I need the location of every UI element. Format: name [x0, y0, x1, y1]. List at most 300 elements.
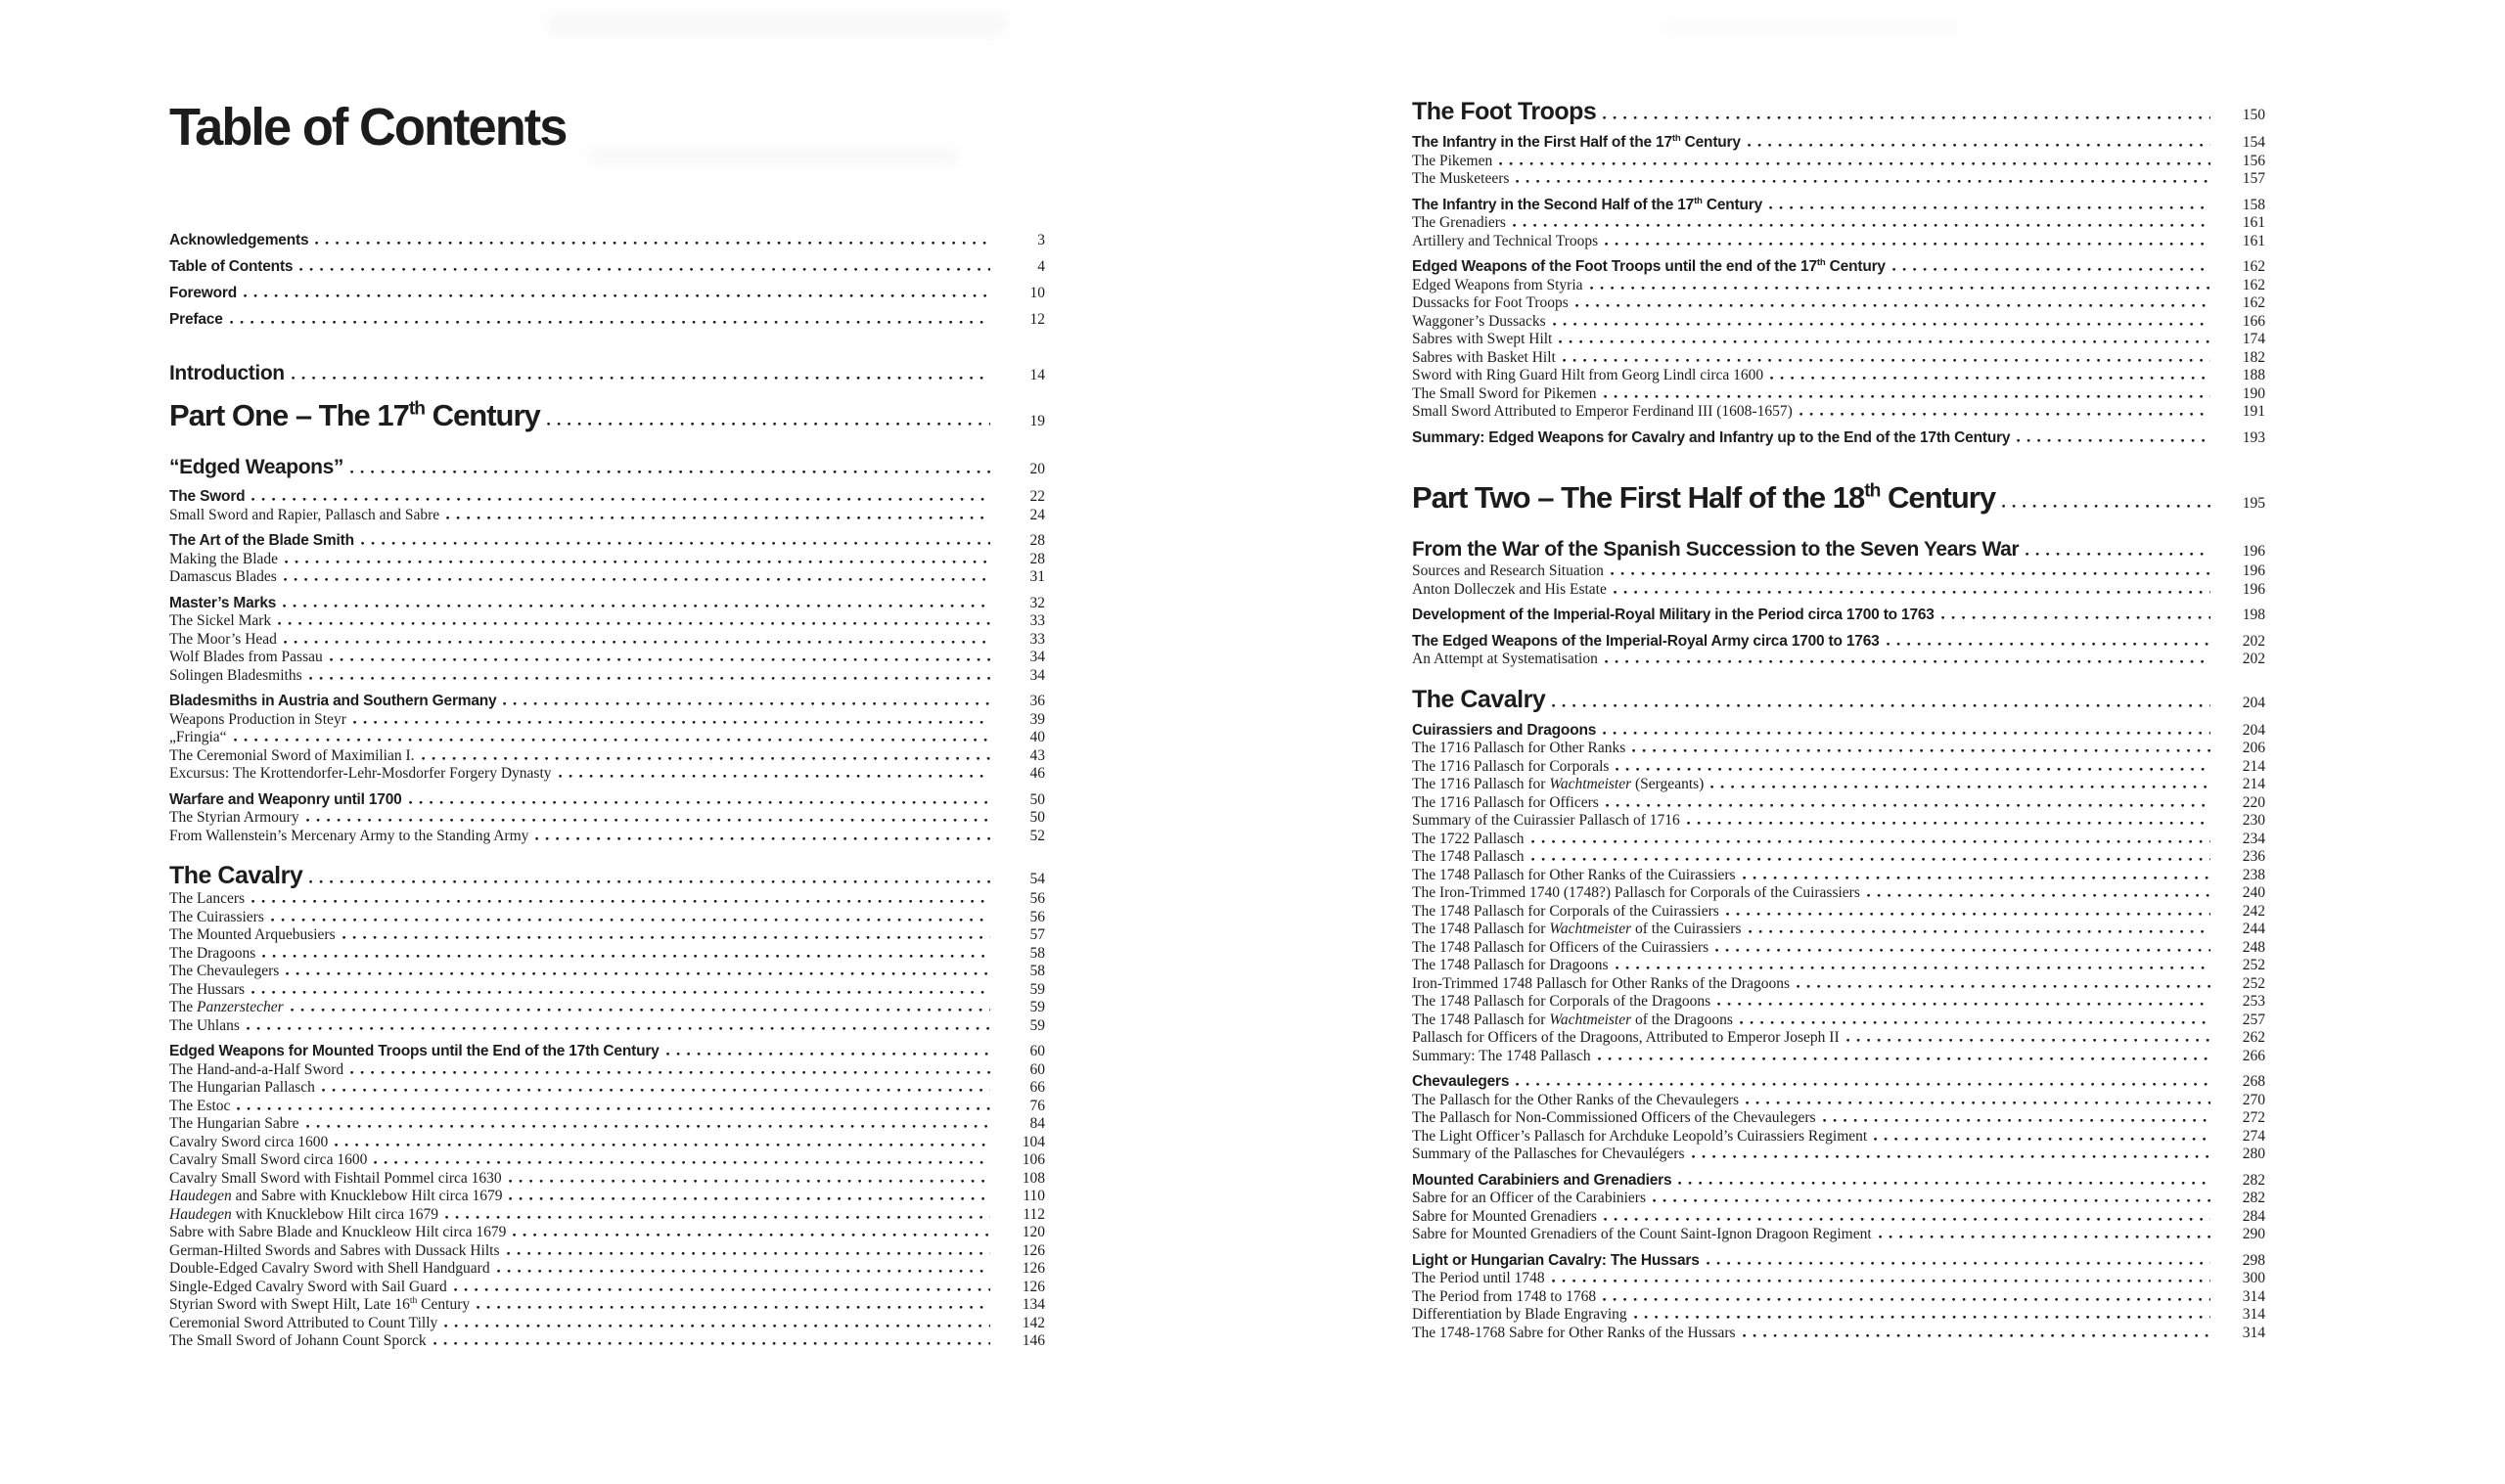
- page-number: 196: [2242, 580, 2265, 598]
- toc-entry: [169, 1332, 1045, 1351]
- page-number: 146: [1022, 1332, 1045, 1349]
- toc-entry: [1412, 975, 2265, 994]
- dot-leader: [283, 605, 990, 607]
- dot-leader: [1575, 304, 2210, 307]
- toc-entry: [1412, 685, 2265, 714]
- page-number: 10: [1029, 285, 1045, 301]
- toc-entry: [1412, 867, 2265, 885]
- toc-entry: [169, 1315, 1045, 1333]
- entry-label: Artillery and Technical Troops: [1412, 232, 1599, 249]
- dot-leader: [1743, 1334, 2210, 1337]
- toc-entry: [1412, 367, 2265, 385]
- toc-entry: [1412, 429, 2265, 448]
- entry-label: Excursus: The Krottendorfer-Lehr-Mosdorfer Forgery Dynasty: [169, 765, 552, 782]
- dot-leader: [477, 1306, 990, 1309]
- dot-leader: [247, 1027, 990, 1030]
- page-number: 58: [1029, 944, 1045, 962]
- dot-leader: [1743, 877, 2210, 879]
- dot-leader: [1598, 1057, 2210, 1060]
- dot-leader: [1740, 1021, 2210, 1024]
- page-number: 195: [2242, 495, 2265, 512]
- dot-leader: [299, 268, 990, 271]
- page-number: 270: [2242, 1091, 2265, 1108]
- dot-leader: [315, 242, 990, 245]
- dot-leader: [353, 721, 990, 724]
- dot-leader: [306, 1125, 990, 1128]
- dot-leader: [286, 972, 990, 975]
- page-number: 162: [2242, 294, 2265, 311]
- dot-leader: [309, 880, 990, 883]
- entry-label: The 1748-1768 Sabre for Other Ranks of the Hussars: [1412, 1324, 1736, 1341]
- page-number: 34: [1029, 666, 1045, 684]
- toc-entry: [1412, 349, 2265, 368]
- toc-entry: [169, 809, 1045, 828]
- dot-leader: [2002, 505, 2210, 508]
- toc-entry: [169, 981, 1045, 1000]
- toc-entry: [1412, 1012, 2265, 1030]
- entry-label: The 1748 Pallasch: [1412, 848, 1525, 865]
- entry-label: Pallasch for Officers of the Dragoons, Attributed to Emperor Joseph II: [1412, 1029, 1840, 1046]
- entry-label: The Mounted Arquebusiers: [169, 926, 336, 943]
- page-number: 162: [2242, 276, 2265, 293]
- dot-leader: [1616, 967, 2210, 969]
- toc-entry: [169, 926, 1045, 945]
- dot-leader: [1611, 572, 2210, 575]
- dot-leader: [1770, 377, 2210, 380]
- dot-leader: [1707, 1262, 2210, 1265]
- dot-leader: [1559, 340, 2210, 343]
- entry-label: Acknowledgements: [169, 232, 309, 248]
- page-number: 40: [1029, 729, 1045, 745]
- entry-label: Haudegen with Knucklebow Hilt circa 1679: [169, 1205, 439, 1223]
- entry-label: Sabre for Mounted Grenadiers of the Count Saint-Ignon Dragoon Regiment: [1412, 1226, 1872, 1242]
- toc-entry: [1412, 562, 2265, 581]
- dot-leader: [291, 1009, 990, 1012]
- entry-label: The 1748 Pallasch for Wachtmeister of the Cuirassiers: [1412, 921, 1742, 937]
- toc-entry: [1412, 537, 2265, 562]
- dot-leader: [335, 1144, 990, 1147]
- dot-leader: [1678, 1182, 2210, 1185]
- toc-entry: [1412, 1252, 2265, 1271]
- right-page: [1412, 0, 2265, 1342]
- entry-label: Introduction: [169, 362, 285, 384]
- dot-leader: [322, 1089, 990, 1092]
- dot-leader: [559, 775, 990, 778]
- entry-label: Summary: Edged Weapons for Cavalry and Infantry up to the End of the 17th Century: [1412, 428, 2011, 446]
- toc-entry: [169, 828, 1045, 846]
- toc-entry: [169, 1296, 1045, 1315]
- page-number: 156: [2242, 152, 2265, 169]
- toc-entry: [169, 747, 1045, 766]
- toc-entry: [169, 361, 1045, 386]
- entry-label: Cuirassiers and Dragoons: [1412, 721, 1597, 739]
- dot-leader: [2017, 439, 2210, 442]
- toc-entry: [169, 1279, 1045, 1297]
- toc-entry: [169, 253, 1045, 280]
- dot-leader: [2026, 553, 2210, 556]
- toc-entry: [1412, 1288, 2265, 1307]
- dot-leader: [1590, 287, 2210, 290]
- dot-leader: [1603, 116, 2210, 119]
- page-number: 280: [2242, 1146, 2265, 1162]
- ordinal-superscript: th: [1864, 480, 1881, 502]
- entry-label: The Hand-and-a-Half Sword: [169, 1060, 344, 1078]
- toc-entry: [1412, 1226, 2265, 1244]
- entry-label: An Attempt at Systematisation: [1412, 651, 1598, 667]
- dot-leader: [1746, 1102, 2210, 1104]
- dot-leader: [445, 1216, 990, 1219]
- toc-entry: [169, 667, 1045, 686]
- toc-entry: [1412, 1306, 2265, 1325]
- toc-entry: [169, 568, 1045, 587]
- toc-entry: [1412, 1172, 2265, 1191]
- entry-label: Styrian Sword with Swept Hilt, Late 16th Century: [169, 1294, 471, 1313]
- dot-leader: [342, 936, 990, 939]
- dot-leader: [1887, 643, 2210, 646]
- toc-entry: [169, 1242, 1045, 1261]
- page-number: 120: [1022, 1224, 1045, 1240]
- entry-label: The Cavalry: [169, 862, 303, 889]
- entry-label: The Infantry in the Second Half of the 17th Century: [1412, 195, 1762, 213]
- page-number: 36: [1029, 693, 1045, 709]
- page-number: 253: [2242, 993, 2265, 1010]
- entry-label: Light or Hungarian Cavalry: The Hussars: [1412, 1251, 1700, 1269]
- page-number: 59: [1029, 999, 1045, 1015]
- toc-entry: [169, 999, 1045, 1017]
- page-number: 66: [1029, 1079, 1045, 1096]
- dot-leader: [1632, 749, 2210, 752]
- dot-leader: [1605, 660, 2210, 663]
- entry-label: The Pallasch for the Other Ranks of the Chevaulegers: [1412, 1091, 1740, 1108]
- entry-label: The Edged Weapons of the Imperial-Royal Army circa 1700 to 1763: [1412, 632, 1880, 650]
- dot-leader: [422, 757, 990, 760]
- dot-leader: [1605, 243, 2210, 246]
- dot-leader: [234, 739, 990, 742]
- page-number: 214: [2242, 757, 2265, 775]
- page-number: 58: [1029, 963, 1045, 979]
- dot-leader: [251, 991, 990, 994]
- dot-leader: [1552, 1280, 2210, 1282]
- entry-label: Haudegen and Sabre with Knucklebow Hilt circa 1679: [169, 1188, 503, 1204]
- dot-leader: [1603, 1298, 2210, 1301]
- toc-entry: [1412, 651, 2265, 669]
- dot-leader: [1715, 949, 2210, 952]
- dot-leader: [350, 1071, 990, 1074]
- page-number: 154: [2242, 134, 2265, 151]
- entry-label: The Foot Troops: [1412, 98, 1597, 125]
- dot-leader: [1941, 616, 2210, 619]
- entry-label: The Styrian Armoury: [169, 809, 299, 826]
- entry-label: The Period until 1748: [1412, 1270, 1545, 1286]
- page-number: 230: [2242, 812, 2265, 829]
- dot-leader: [285, 561, 990, 563]
- entry-label: The 1722 Pallasch: [1412, 830, 1525, 847]
- toc-entry: [1412, 403, 2265, 422]
- entry-label: The 1716 Pallasch for Wachtmeister (Sergeants): [1412, 776, 1705, 792]
- page-number: 150: [2242, 107, 2265, 123]
- dot-leader: [330, 658, 990, 661]
- entry-label: Warfare and Weaponry until 1700: [169, 790, 402, 808]
- entry-label: The Moor’s Head: [169, 630, 277, 648]
- toc-entry: [1412, 478, 2265, 517]
- dot-leader: [444, 1325, 990, 1327]
- ordinal-superscript: th: [408, 398, 426, 420]
- toc-entry: [1412, 776, 2265, 794]
- entry-label: The Cavalry: [1412, 685, 1546, 713]
- entry-label: From Wallenstein’s Mercenary Army to the Standing Army: [169, 827, 529, 844]
- entry-label: The Estoc: [169, 1097, 231, 1114]
- dot-leader: [361, 542, 990, 545]
- ordinal-superscript: th: [1816, 256, 1826, 268]
- toc-entry: [1412, 1109, 2265, 1128]
- page-number: 157: [2242, 170, 2265, 187]
- dot-leader: [1692, 1155, 2211, 1158]
- page-number: 110: [1023, 1188, 1045, 1204]
- dot-leader: [1531, 840, 2210, 843]
- dot-leader: [1513, 224, 2210, 227]
- page-number: 162: [2242, 258, 2265, 275]
- page-number: 126: [1022, 1278, 1045, 1295]
- toc-entry: [169, 1017, 1045, 1036]
- entry-label: Summary of the Pallasches for Chevaulégers: [1412, 1146, 1685, 1162]
- entry-label: Single-Edged Cavalry Sword with Sail Guard: [169, 1278, 447, 1295]
- page-number: 33: [1029, 630, 1045, 648]
- page-number: 28: [1029, 532, 1045, 549]
- toc-entry: [1412, 197, 2265, 215]
- toc-entry: [1412, 921, 2265, 939]
- toc-entry: [169, 1079, 1045, 1098]
- entry-label: The Musketeers: [1412, 170, 1510, 187]
- entry-label: Cavalry Small Sword circa 1600: [169, 1151, 368, 1168]
- entry-label: Part Two – The First Half of the 18th Century: [1412, 480, 1996, 515]
- toc-entry: [169, 306, 1045, 333]
- dot-leader: [292, 377, 990, 380]
- page-number: 242: [2242, 902, 2265, 920]
- dot-leader: [1749, 930, 2211, 933]
- dot-leader: [1516, 1083, 2210, 1086]
- toc-entry: [1412, 385, 2265, 404]
- entry-label: Solingen Bladesmiths: [169, 666, 302, 684]
- entry-label: Damascus Blades: [169, 568, 277, 585]
- toc-entry: [169, 455, 1045, 480]
- dot-leader: [251, 900, 990, 903]
- entry-label: “Edged Weapons”: [169, 456, 343, 478]
- entry-label: The Pikemen: [1412, 152, 1493, 169]
- dot-leader: [409, 801, 990, 804]
- entry-label: The Cuirassiers: [169, 908, 264, 925]
- page-number: 314: [2242, 1306, 2265, 1323]
- page-number: 252: [2242, 957, 2265, 973]
- page-number: 28: [1029, 550, 1045, 567]
- toc-entry: [1412, 903, 2265, 922]
- toc-entry: [169, 1098, 1045, 1116]
- dot-leader: [251, 498, 990, 501]
- ordinal-superscript: th: [1694, 195, 1703, 206]
- dot-leader: [1879, 1236, 2210, 1238]
- toc-entry: [1412, 1128, 2265, 1147]
- dot-leader: [1892, 268, 2210, 271]
- entry-label: Sabre for Mounted Grenadiers: [1412, 1207, 1597, 1225]
- dot-leader: [1616, 768, 2210, 771]
- page-number: 134: [1022, 1296, 1045, 1313]
- page-number: 59: [1029, 980, 1045, 998]
- dot-leader: [1603, 732, 2210, 735]
- toc-entry: [169, 507, 1045, 525]
- page-number: 300: [2242, 1270, 2265, 1286]
- entry-label: Mounted Carabiniers and Grenadiers: [1412, 1171, 1672, 1189]
- page-number: 190: [2242, 384, 2265, 402]
- toc-entry: [1412, 1270, 2265, 1288]
- entry-label: Bladesmiths in Austria and Southern Germany: [169, 693, 497, 709]
- page-number: 46: [1029, 765, 1045, 782]
- dot-leader: [509, 1197, 990, 1200]
- page-number: 60: [1029, 1060, 1045, 1078]
- toc-entry: [1412, 812, 2265, 831]
- toc-entry: [1412, 331, 2265, 349]
- dot-leader: [1846, 1039, 2210, 1042]
- toc-entry: [169, 1115, 1045, 1134]
- entry-label: Small Sword and Rapier, Pallasch and Sabre: [169, 506, 440, 523]
- entry-label: The Ceremonial Sword of Maximilian I.: [169, 746, 415, 764]
- toc-entry: [1412, 633, 2265, 652]
- toc-entry: [1412, 277, 2265, 295]
- entry-label: The 1748 Pallasch for Other Ranks of the Cuirassiers: [1412, 866, 1736, 883]
- dot-leader: [237, 1107, 990, 1110]
- entry-label: Sabres with Swept Hilt: [1412, 331, 1553, 347]
- dot-leader: [1653, 1199, 2210, 1202]
- entry-label: The 1748 Pallasch for Corporals of the Cuirassiers: [1412, 902, 1719, 920]
- dot-leader: [1614, 591, 2210, 594]
- toc-entry: [1412, 848, 2265, 867]
- page-number: 142: [1022, 1314, 1045, 1331]
- toc-entry: [1412, 939, 2265, 958]
- page-number: 104: [1022, 1133, 1045, 1150]
- ordinal-superscript: th: [409, 1294, 418, 1306]
- toc-entry: [1412, 794, 2265, 813]
- page-number: 59: [1029, 1016, 1045, 1034]
- entry-label: The Hungarian Pallasch: [169, 1079, 315, 1096]
- dot-leader: [497, 1270, 990, 1273]
- entry-label: Iron-Trimmed 1748 Pallasch for Other Ranks of the Dragoons: [1412, 974, 1791, 992]
- entry-label: The 1716 Pallasch for Other Ranks: [1412, 740, 1626, 756]
- dot-leader: [1552, 704, 2210, 707]
- toc-entry: [169, 693, 1045, 711]
- page-title: Table of Contents: [169, 98, 567, 157]
- dot-leader: [1717, 1003, 2210, 1006]
- page-number: 262: [2242, 1029, 2265, 1046]
- dot-leader: [1726, 913, 2210, 916]
- entry-label: Anton Dolleczek and His Estate: [1412, 580, 1607, 598]
- dot-leader: [1874, 1138, 2210, 1141]
- dot-leader: [374, 1161, 990, 1164]
- page-number: 22: [1029, 488, 1045, 505]
- page-number: 252: [2242, 974, 2265, 992]
- entry-label: The Small Sword of Johann Count Sporck: [169, 1332, 427, 1349]
- toc-entry: [1412, 214, 2265, 233]
- dot-leader: [433, 1342, 990, 1345]
- page-number: 198: [2242, 607, 2265, 623]
- page-number: 191: [2242, 403, 2265, 420]
- page-number: 268: [2242, 1073, 2265, 1090]
- entry-label: The Infantry in the First Half of the 17th Century: [1412, 132, 1741, 151]
- entry-label: Sources and Research Situation: [1412, 562, 1604, 579]
- entry-label: The Panzerstecher: [169, 999, 284, 1015]
- entry-label: The Small Sword for Pikemen: [1412, 384, 1597, 402]
- entry-label: The Iron-Trimmed 1740 (1748?) Pallasch for Corporals of the Cuirassiers: [1412, 884, 1860, 901]
- toc-entry: [1412, 884, 2265, 903]
- dot-leader: [1687, 822, 2210, 825]
- entry-label: The Hussars: [169, 980, 246, 998]
- page-number: 298: [2242, 1251, 2265, 1269]
- dot-leader: [454, 1288, 990, 1291]
- dot-leader: [507, 1252, 990, 1255]
- dot-leader: [284, 578, 990, 581]
- page-number: 43: [1029, 746, 1045, 764]
- entry-label: The 1748 Pallasch for Dragoons: [1412, 957, 1609, 973]
- entry-label: Cavalry Sword circa 1600: [169, 1133, 329, 1150]
- page-number: 108: [1022, 1169, 1045, 1187]
- page-number: 257: [2242, 1011, 2265, 1028]
- page-number: 248: [2242, 938, 2265, 956]
- page-number: 238: [2242, 866, 2265, 883]
- ordinal-superscript: th: [1671, 132, 1681, 144]
- toc-entry: [169, 631, 1045, 650]
- toc-entry: [169, 1260, 1045, 1279]
- page-number: 244: [2242, 921, 2265, 937]
- page-number: 214: [2242, 776, 2265, 792]
- toc-entry: [169, 890, 1045, 909]
- toc-entry: [1412, 1048, 2265, 1066]
- toc-entry: [169, 396, 1045, 435]
- toc-entry: [1412, 233, 2265, 251]
- toc-entry: [1412, 313, 2265, 332]
- dot-leader: [262, 955, 990, 958]
- toc-entry: [169, 280, 1045, 306]
- dot-leader: [244, 294, 990, 297]
- page-number: 282: [2242, 1171, 2265, 1189]
- dot-leader: [271, 919, 990, 922]
- page-number: 206: [2242, 740, 2265, 756]
- left-page-entries: [169, 227, 1045, 1351]
- dot-leader: [1604, 395, 2210, 398]
- page-number: 272: [2242, 1109, 2265, 1126]
- toc-entry: [169, 488, 1045, 507]
- entry-label: Preface: [169, 311, 223, 328]
- dot-leader: [547, 423, 990, 426]
- toc-entry: [1412, 581, 2265, 600]
- entry-label: The 1716 Pallasch for Corporals: [1412, 757, 1610, 775]
- page-number: 126: [1022, 1241, 1045, 1259]
- toc-entry: [169, 1170, 1045, 1189]
- page-number: 166: [2242, 312, 2265, 330]
- page-number: 54: [1029, 871, 1045, 887]
- page-number: 266: [2242, 1047, 2265, 1064]
- entry-label: Development of the Imperial-Royal Military in the Period circa 1700 to 1763: [1412, 607, 1935, 623]
- dot-leader: [1563, 359, 2210, 362]
- toc-entry: [169, 791, 1045, 810]
- toc-entry: [1412, 722, 2265, 741]
- entry-label: Chevaulegers: [1412, 1073, 1510, 1090]
- toc-entry: [1412, 170, 2265, 189]
- toc-entry: [169, 1224, 1045, 1242]
- entry-label: The Light Officer’s Pallasch for Archduke Leopold’s Cuirassiers Regiment: [1412, 1127, 1868, 1145]
- entry-label: Summary: The 1748 Pallasch: [1412, 1047, 1591, 1064]
- dot-leader: [306, 819, 990, 822]
- entry-label: The 1716 Pallasch for Officers: [1412, 793, 1599, 811]
- page-number: 31: [1029, 568, 1045, 585]
- entry-label: Master’s Marks: [169, 594, 277, 611]
- page-number: 4: [1037, 258, 1045, 275]
